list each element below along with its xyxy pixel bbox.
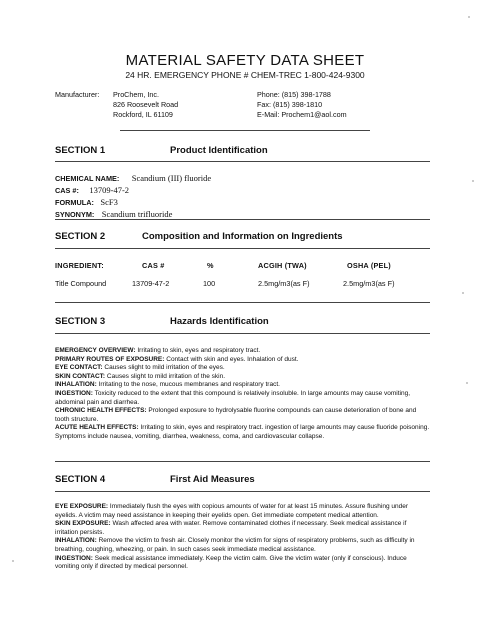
hazard-item <box>55 407 430 424</box>
field-value: ScF3 <box>100 197 118 207</box>
hazard-text: Prolonged exposure to hydrolysable fluorine compounds can cause deterioration of bone and tooth structure. <box>55 407 417 423</box>
hazard-text: Causes slight to mild irritation of the eyes. <box>104 364 225 372</box>
column-header-acgih: ACGIH (TWA) <box>258 261 307 270</box>
divider <box>55 333 430 334</box>
divider <box>55 302 430 303</box>
scan-speck <box>466 382 468 384</box>
hazard-label: PRIMARY ROUTES OF EXPOSURE: <box>55 355 165 363</box>
hazard-label: EYE CONTACT: <box>55 364 103 372</box>
field-value: Scandium (III) fluoride <box>131 173 212 183</box>
column-header-cas: CAS # <box>142 261 165 270</box>
hazard-text: Irritating to skin, eyes and respiratory tract. ingestion of large amounts may cause fluoride poisoning. Symptoms include nausea, vomiting, diarrhea, weakness, coma, and cardiovascular collapse. <box>55 424 430 440</box>
hazard-label: INGESTION: <box>55 389 93 397</box>
hazard-label: ACUTE HEALTH EFFECTS: <box>55 424 139 432</box>
first-aid-item <box>55 537 430 554</box>
column-header-osha: OSHA (PEL) <box>347 261 391 270</box>
field-label: CAS #: <box>55 186 79 195</box>
manufacturer-contact <box>257 90 347 120</box>
table-cell-osha: 2.5mg/m3(as F) <box>343 279 395 288</box>
table-cell-ingredient: Title Compound <box>55 279 107 288</box>
section2-number: SECTION 2 <box>55 231 106 242</box>
hazard-item <box>55 373 430 382</box>
hazard-text: Toxicity reduced to the extent that this compound is relatively insoluble. In large amounts may cause vomiting, abdominal pain and diarrhea. <box>55 389 411 406</box>
divider <box>55 461 430 462</box>
scan-speck <box>12 560 14 562</box>
hazard-label: INHALATION: <box>55 381 97 389</box>
manufacturer-street: 826 Roosevelt Road <box>113 100 179 109</box>
section4-number: SECTION 4 <box>55 474 106 485</box>
first-aid-item <box>55 503 430 520</box>
first-aid-label: SKIN EXPOSURE: <box>55 520 111 528</box>
field-value: Scandium trifluoride <box>101 209 173 219</box>
first-aid-label: INGESTION: <box>55 554 93 562</box>
divider <box>55 219 430 220</box>
hazard-item <box>55 364 430 373</box>
first-aid-text: Wash affected area with water. Remove contaminated clothes if necessary. Seek medical assistance if irritation persists. <box>55 520 407 536</box>
hazard-text: Irritating to skin, eyes and respiratory tract. <box>137 347 261 354</box>
field-label: FORMULA: <box>55 198 94 207</box>
hazard-text: Irritating to the nose, mucous membranes and respiratory tract. <box>98 381 280 389</box>
first-aid-text: Remove the victim to fresh air. Closely monitor the victim for signs of respiratory problems, such as difficulty in breathing, coughing, wheezing, or pain. In such cases seek immediate medical assistance. <box>55 537 415 553</box>
field-label: SYNONYM: <box>55 210 95 219</box>
cas-row <box>55 184 211 196</box>
section1-number: SECTION 1 <box>55 145 106 156</box>
emergency-phone: 24 HR. EMERGENCY PHONE # CHEM-TREC 1-800-424-9300 <box>125 70 365 80</box>
hazard-item <box>55 381 430 390</box>
first-aid-text <box>55 503 430 572</box>
divider <box>55 248 430 249</box>
manufacturer-label: Manufacturer: <box>55 90 100 99</box>
first-aid-text: Immediately flush the eyes with copious amounts of water for at least 15 minutes. Assure flushing under eyelids. A victim may need assistance in keeping their eyelids open. Get immediate competent medical attention. <box>55 503 408 519</box>
first-aid-item <box>55 555 430 572</box>
scan-speck <box>472 180 474 182</box>
table-cell-acgih: 2.5mg/m3(as F) <box>258 279 310 288</box>
section3-title: Hazards Identification <box>170 316 269 327</box>
divider <box>55 161 430 162</box>
column-header-ingredient: INGREDIENT: <box>55 261 104 270</box>
hazard-text: Causes slight to mild irritation of the skin. <box>106 372 226 380</box>
scan-speck <box>468 16 470 18</box>
divider <box>120 130 370 131</box>
hazard-item <box>55 356 430 365</box>
manufacturer-city: Rockford, IL 61109 <box>113 110 173 119</box>
section2-title: Composition and Information on Ingredients <box>142 231 343 242</box>
section3-number: SECTION 3 <box>55 316 106 327</box>
scan-speck <box>462 292 464 294</box>
section4-title: First Aid Measures <box>170 474 255 485</box>
field-label: CHEMICAL NAME: <box>55 174 120 183</box>
first-aid-text: Seek medical assistance immediately. Keep the victim calm. Give the victim water (only if conscious). Induce vomiting only if directed by medical personnel. <box>55 554 407 571</box>
manufacturer-fax: Fax: (815) 398-1810 <box>257 100 323 109</box>
table-cell-percent: 100 <box>203 279 216 288</box>
manufacturer-phone: Phone: (815) 398-1788 <box>257 90 331 99</box>
manufacturer-name: ProChem, Inc. <box>113 90 159 99</box>
manufacturer-email: E-Mail: Prochem1@aol.com <box>257 110 347 119</box>
first-aid-label: INHALATION: <box>55 537 97 545</box>
product-identification <box>55 172 211 220</box>
hazard-item <box>55 390 430 407</box>
first-aid-label: EYE EXPOSURE: <box>55 503 109 510</box>
field-value: 13709-47-2 <box>89 185 130 195</box>
hazard-label: SKIN CONTACT: <box>55 372 106 380</box>
table-cell-cas: 13709-47-2 <box>132 279 170 288</box>
hazard-item <box>55 424 430 441</box>
document-title: MATERIAL SAFETY DATA SHEET <box>125 52 365 69</box>
divider <box>55 491 430 492</box>
first-aid-item <box>55 520 430 537</box>
formula-row <box>55 196 211 208</box>
hazard-label: EMERGENCY OVERVIEW: <box>55 347 136 354</box>
hazard-text: Contact with skin and eyes. Inhalation of dust. <box>166 355 299 363</box>
hazard-label: CHRONIC HEALTH EFFECTS: <box>55 407 147 415</box>
hazard-item <box>55 347 430 356</box>
column-header-percent: % <box>207 261 214 270</box>
manufacturer-address <box>113 90 178 120</box>
hazards-text <box>55 347 430 442</box>
section1-title: Product Identification <box>170 145 268 156</box>
